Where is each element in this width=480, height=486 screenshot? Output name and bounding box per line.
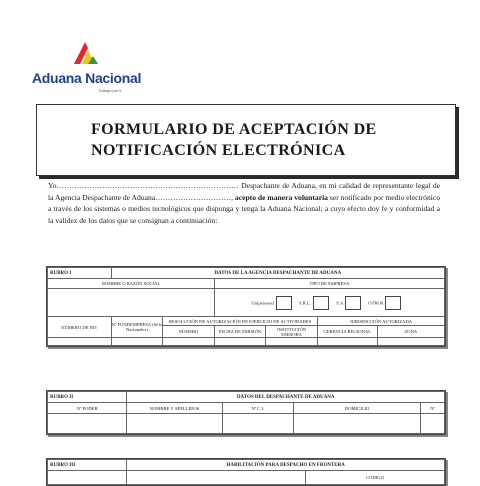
frontera-field-2[interactable] <box>127 471 306 485</box>
jurisdiccion-header: JURISDICCIÓN AUTORIZADA <box>317 317 444 326</box>
rubro-3-section <box>46 458 446 486</box>
institucion-header: INSTITUCIÓN EMISORA <box>266 326 318 338</box>
resolucion-header: RESOLUCIÓN DE AUTORIZACIÓN DE EJERCICIO DE ACTIVIDADES <box>163 317 318 326</box>
nit-field[interactable] <box>48 338 112 346</box>
nombre-field[interactable] <box>127 414 222 434</box>
intro-text-2: ser notificado por medio electrónico a través de los sistemas o medios tecnológicos que disponga y tenga la Aduana Nacional; a cuyo efecto doy fe y conformidad a la validez de los datos que se consignan a continuación: <box>48 192 441 225</box>
aduana-emblem-icon <box>70 38 100 68</box>
type-label-2: S.A <box>336 300 344 305</box>
codigo-label: CODIGO <box>306 471 445 485</box>
aduana-logo <box>28 38 148 98</box>
type-checkbox-3[interactable] <box>385 296 401 310</box>
intro-bold: acepto de manera voluntaria <box>234 192 328 202</box>
logo-tagline: Trabajo por ti <box>98 88 122 93</box>
numero-field[interactable] <box>163 338 215 346</box>
rubro-2-section <box>46 390 446 435</box>
zona-field[interactable] <box>377 338 445 346</box>
col-ci: Nº C.I. <box>222 403 293 414</box>
logo-name: Aduana Nacional <box>32 70 142 86</box>
type-label-1: S.R.L. <box>299 300 311 305</box>
zona-header: ZONA <box>377 326 445 338</box>
rubro-2-label: RUBRO II <box>48 392 127 403</box>
domicilio-field[interactable] <box>294 414 421 434</box>
rubro-3-header: HABILITACIÓN PARA DESPACHO EN FRONTERA <box>127 460 445 471</box>
nit-header: NÚMERO DE NIT <box>48 317 112 338</box>
rubro-1-header: DATOS DE LA AGENCIA DESPACHANTE DE ADUANA <box>111 268 444 279</box>
type-checkbox-0[interactable] <box>276 296 292 310</box>
poder-field[interactable] <box>48 414 127 434</box>
col-name-header: NOMBRE O RAZÓN SOCIAL <box>48 279 215 289</box>
title-box <box>36 104 456 176</box>
type-options <box>214 289 444 317</box>
intro-paragraph <box>48 180 440 226</box>
rubro-1-section <box>46 266 446 347</box>
ci-field[interactable] <box>222 414 293 434</box>
type-checkbox-2[interactable] <box>345 296 361 310</box>
fecha-field[interactable] <box>214 338 266 346</box>
gerencia-field[interactable] <box>317 338 377 346</box>
fecha-header: FECHA DE EMISIÓN <box>214 326 266 338</box>
gerencia-header: GERENCIA REGIONAL <box>317 326 377 338</box>
col-domicilio: DOMICILIO <box>294 403 421 414</box>
numero-field-2[interactable] <box>421 414 445 434</box>
type-label-3: OTROS <box>368 300 384 305</box>
rubro-3-label: RUBRO III <box>48 460 127 471</box>
col-type-header: TIPO DE EMPRESA <box>214 279 444 289</box>
col-numero: Nº <box>421 403 445 414</box>
institucion-field[interactable] <box>266 338 318 346</box>
intro-text-1: Yo……………………………………………………………… Despachante de Aduana, en mi calidad de representante legal de la Agencia Despachante de Aduana…………………………, <box>48 181 440 202</box>
type-label-0: Unipersonal <box>251 300 274 305</box>
form-title: FORMULARIO DE ACEPTACIÓN DE NOTIFICACIÓN ELECTRÓNICA <box>91 121 377 159</box>
frontera-field-1[interactable] <box>48 471 127 485</box>
rubro-1-label: RUBRO I <box>48 268 112 279</box>
col-poder: Nº PODER <box>48 403 127 414</box>
numero-header: NÚMERO <box>163 326 215 338</box>
name-field[interactable] <box>48 289 215 317</box>
type-checkbox-1[interactable] <box>313 296 329 310</box>
col-nombre: NOMBRE Y APELLIDOS <box>127 403 222 414</box>
rubro-2-header: DATOS DEL DESPACHANTE DE ADUANA <box>127 392 445 403</box>
fundempresa-field[interactable] <box>111 338 163 346</box>
fundempresa-header: Nº FUNDEMPRESA (Sólo Nacionales) <box>111 317 163 338</box>
